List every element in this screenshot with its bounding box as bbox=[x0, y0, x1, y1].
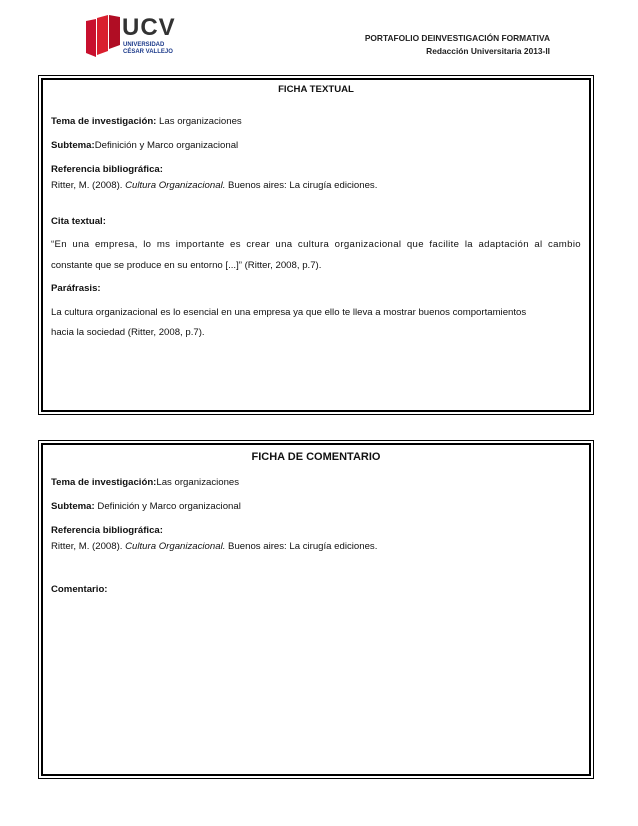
referencia-book-title: Cultura Organizacional. bbox=[125, 180, 226, 191]
comentario-tema-label: Tema de investigación: bbox=[51, 477, 157, 488]
tema-value: Las organizaciones bbox=[156, 116, 242, 127]
comentario-subtema-label: Subtema: bbox=[51, 501, 95, 512]
comentario-subtema-row bbox=[51, 500, 241, 513]
subtema-label: Subtema: bbox=[51, 140, 95, 151]
ficha-comentario-title: FICHA DE COMENTARIO bbox=[251, 451, 381, 463]
comentario-referencia-label: Referencia bibliográfica: bbox=[51, 525, 163, 536]
tema-label: Tema de investigación: bbox=[51, 116, 157, 127]
comentario-referencia-book-title: Cultura Organizacional. bbox=[125, 541, 226, 552]
logo-subtitle-1: UNIVERSIDAD bbox=[123, 42, 165, 48]
referencia-label: Referencia bibliográfica: bbox=[51, 164, 163, 175]
referencia-publisher: Buenos aires: La cirugía ediciones. bbox=[225, 180, 378, 191]
tema-row bbox=[51, 115, 242, 128]
ficha-textual-title: FICHA TEXTUAL bbox=[278, 84, 354, 95]
logo-subtitle-2: CÉSAR VALLEJO bbox=[123, 49, 173, 55]
ficha-textual-box bbox=[38, 75, 594, 415]
cita-line-2: constante que se produce en su entorno [...]” (Ritter, 2008, p.7). bbox=[51, 260, 322, 271]
subtema-row bbox=[51, 139, 238, 152]
header-course-title: Redacción Universitaria 2013-II bbox=[426, 46, 550, 56]
comentario-subtema-value: Definición y Marco organizacional bbox=[94, 501, 241, 512]
comentario-referencia-value bbox=[51, 540, 377, 553]
parafrasis-line-2: hacia la sociedad (Ritter, 2008, p.7). bbox=[51, 327, 205, 338]
referencia-author: Ritter, M. (2008). bbox=[51, 180, 126, 191]
ucv-logo bbox=[86, 15, 178, 59]
parafrasis-label: Paráfrasis: bbox=[51, 283, 101, 294]
parafrasis-line-1: La cultura organizacional es lo esencial en una empresa ya que ello te lleva a mostrar buenos comportamientos bbox=[51, 307, 527, 318]
comentario-referencia-author: Ritter, M. (2008). bbox=[51, 541, 126, 552]
ficha-comentario-box bbox=[38, 440, 594, 779]
ucv-logo-mark-icon bbox=[86, 15, 120, 57]
cita-label: Cita textual: bbox=[51, 216, 106, 227]
comentario-referencia-publisher: Buenos aires: La cirugía ediciones. bbox=[225, 541, 378, 552]
comentario-label: Comentario: bbox=[51, 584, 108, 595]
cita-line-1: “En una empresa, lo ms importante es crear una cultura organizacional que facilite la adaptación al cambio bbox=[51, 239, 581, 250]
referencia-value bbox=[51, 179, 377, 192]
comentario-tema-value: Las organizaciones bbox=[156, 477, 240, 488]
comentario-tema-row bbox=[51, 476, 239, 489]
subtema-value: Definición y Marco organizacional bbox=[94, 140, 239, 151]
header-portfolio-title: PORTAFOLIO DEINVESTIGACIÓN FORMATIVA bbox=[364, 33, 550, 43]
ficha-comentario-inner-border bbox=[41, 443, 591, 776]
logo-text: UCV bbox=[122, 14, 176, 41]
